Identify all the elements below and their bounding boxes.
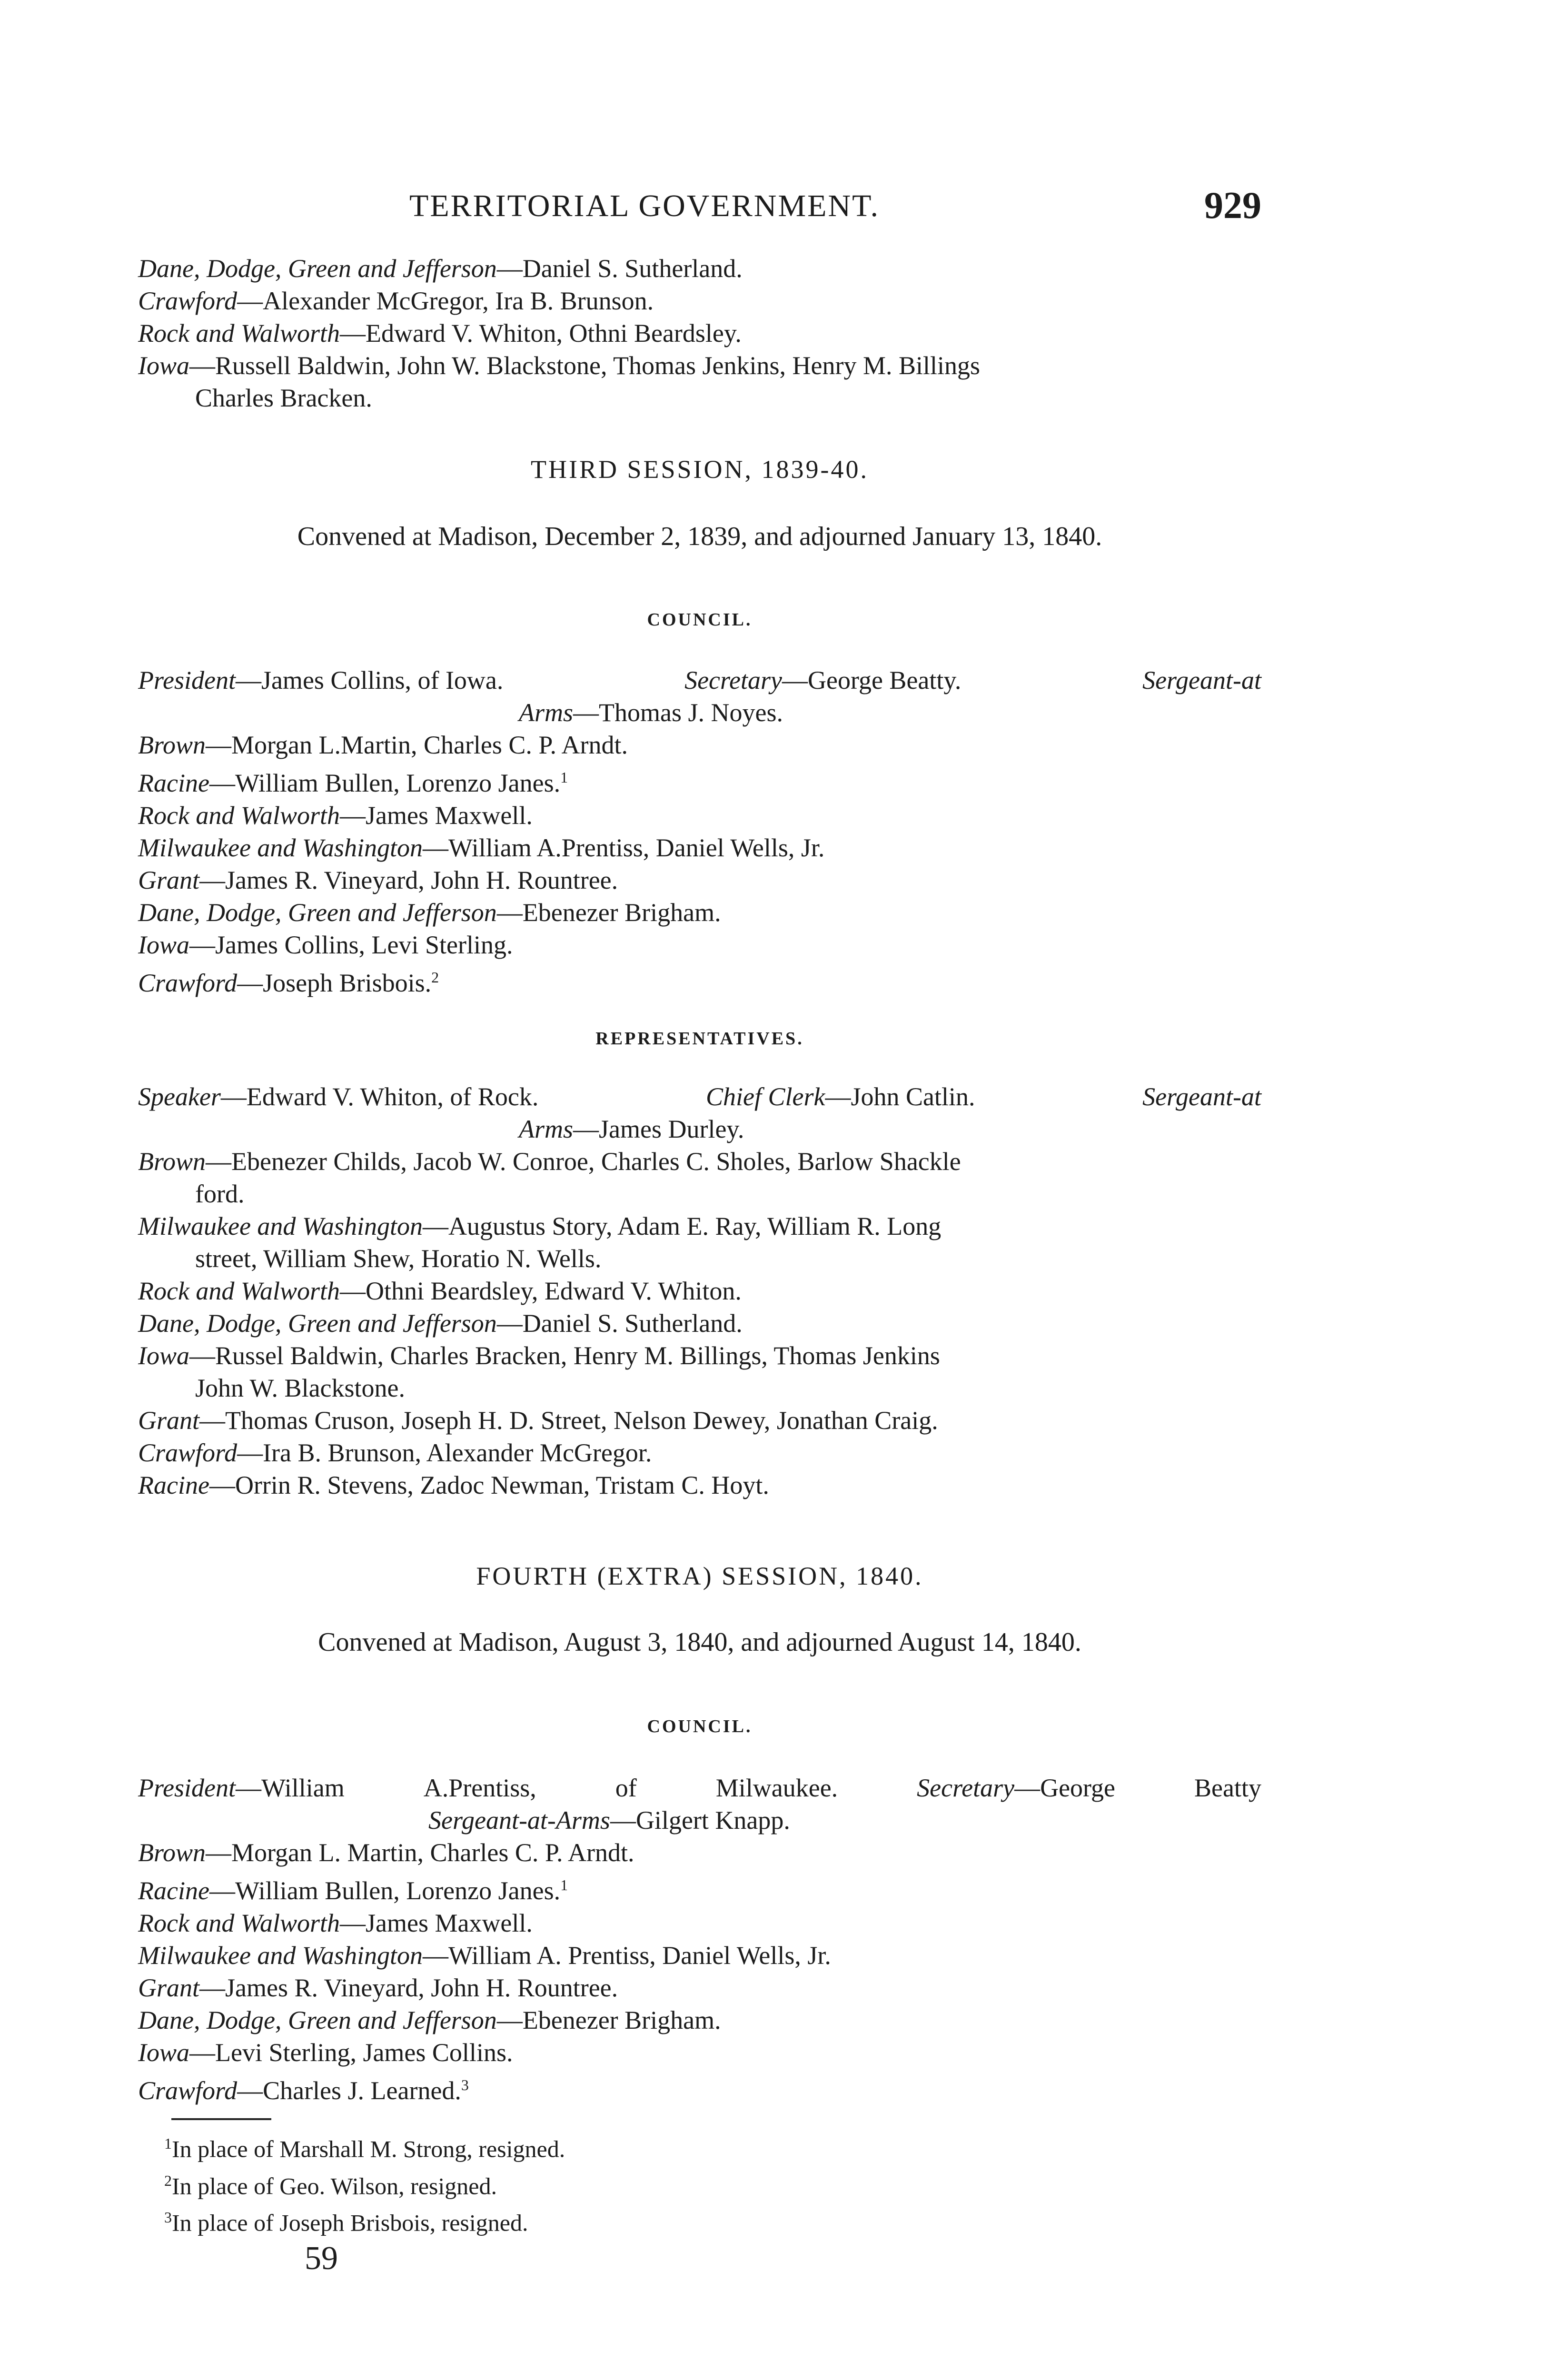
- officers-line-continuation: Sergeant-at-Arms—Gilgert Knapp.: [428, 1806, 790, 1835]
- list-item: Racine—Orrin R. Stevens, Zadoc Newman, Tristam C. Hoyt.: [138, 1471, 769, 1499]
- council-heading: COUNCIL.: [647, 1716, 753, 1736]
- council-heading: COUNCIL.: [647, 610, 753, 630]
- session-heading: FOURTH (EXTRA) SESSION, 1840.: [476, 1562, 923, 1590]
- footnote-ref: 3: [461, 2076, 469, 2093]
- representatives-heading-block: [138, 1028, 1261, 1049]
- third-session-convened-block: [138, 521, 1261, 552]
- list-item: Rock and Walworth—Edward V. Whiton, Othni Beardsley.: [138, 319, 742, 347]
- footnote: $^1$In place of Marshall M. Strong, resigned.: [164, 2135, 565, 2162]
- list-item: Crawford—Charles J. Learned.$^3$: [138, 2076, 469, 2105]
- list-item: Dane, Dodge, Green and Jefferson—Daniel S. Sutherland.: [138, 254, 743, 283]
- officers-line-continuation: Arms—James Durley.: [519, 1115, 744, 1143]
- list-item: Rock and Walworth—James Maxwell.: [138, 1909, 533, 1937]
- third-council-list: [138, 664, 1261, 999]
- list-item: Crawford—Alexander McGregor, Ira B. Brunson.: [138, 287, 654, 315]
- list-item: Crawford—Joseph Brisbois.$^2$: [138, 969, 439, 997]
- third-council-heading-block: [138, 609, 1261, 630]
- list-item-continuation: Charles Bracken.: [195, 384, 372, 412]
- top-member-list: [138, 252, 1261, 414]
- list-item: Brown—Morgan L.Martin, Charles C. P. Arndt.: [138, 731, 628, 759]
- officers-line: President—James Collins, of Iowa. Secretary—George Beatty. Sergeant-at: [138, 666, 1261, 694]
- list-item: Brown—Ebenezer Childs, Jacob W. Conroe, Charles C. Sholes, Barlow Shackle: [138, 1147, 961, 1176]
- footnote-ref: 2: [431, 969, 439, 986]
- list-item-continuation: street, William Shew, Horatio N. Wells.: [195, 1244, 602, 1273]
- fourth-session-convened-block: [138, 1627, 1261, 1657]
- convened-line: Convened at Madison, August 3, 1840, and adjourned August 14, 1840.: [318, 1627, 1081, 1657]
- officers-line-continuation: Arms—Thomas J. Noyes.: [519, 698, 783, 727]
- running-title: TERRITORIAL GOVERNMENT.: [409, 188, 880, 223]
- convened-line: Convened at Madison, December 2, 1839, and adjourned January 13, 1840.: [297, 522, 1102, 551]
- list-item: Brown—Morgan L. Martin, Charles C. P. Arndt.: [138, 1838, 634, 1867]
- list-item: Grant—Thomas Cruson, Joseph H. D. Street, Nelson Dewey, Jonathan Craig.: [138, 1406, 938, 1435]
- officers-line: President—William A.Prentiss, of Milwaukee. Secretary—George Beatty: [138, 1774, 1261, 1802]
- page-number: 929: [1204, 185, 1261, 227]
- third-session-heading-block: [138, 455, 1261, 484]
- list-item: Iowa—James Collins, Levi Sterling.: [138, 931, 513, 959]
- list-item: Grant—James R. Vineyard, John H. Rountree.: [138, 1973, 618, 2002]
- list-item: Dane, Dodge, Green and Jefferson—Ebenezer Brigham.: [138, 898, 721, 927]
- list-item: Racine—William Bullen, Lorenzo Janes.$^1$: [138, 1876, 568, 1905]
- footnote: $^2$In place of Geo. Wilson, resigned.: [164, 2172, 497, 2200]
- signature-mark: 59: [305, 2240, 338, 2277]
- list-item: Iowa—Russel Baldwin, Charles Bracken, Henry M. Billings, Thomas Jenkins: [138, 1341, 940, 1370]
- fourth-council-list: [138, 1772, 1261, 2107]
- list-item: Crawford—Ira B. Brunson, Alexander McGregor.: [138, 1438, 652, 1467]
- list-item: Racine—William Bullen, Lorenzo Janes.$^1$: [138, 769, 568, 797]
- list-item: Rock and Walworth—James Maxwell.: [138, 801, 533, 830]
- fourth-session-heading-block: [138, 1561, 1261, 1591]
- footnote: $^3$In place of Joseph Brisbois, resigned.: [164, 2209, 528, 2236]
- list-item: Iowa—Levi Sterling, James Collins.: [138, 2038, 513, 2067]
- footnotes: [164, 2128, 831, 2239]
- list-item: Iowa—Russell Baldwin, John W. Blackstone, Thomas Jenkins, Henry M. Billings: [138, 351, 981, 380]
- session-heading: THIRD SESSION, 1839-40.: [530, 455, 869, 484]
- list-item: Dane, Dodge, Green and Jefferson—Ebenezer Brigham.: [138, 2006, 721, 2034]
- list-item: Dane, Dodge, Green and Jefferson—Daniel S. Sutherland.: [138, 1309, 743, 1338]
- representatives-list: [138, 1081, 1261, 1501]
- footnote-rule: [171, 2118, 271, 2120]
- page-header: [138, 185, 1261, 240]
- representatives-heading: REPRESENTATIVES.: [595, 1029, 804, 1049]
- fourth-council-heading-block: [138, 1716, 1261, 1737]
- list-item-continuation: ford.: [195, 1180, 245, 1208]
- list-item: Milwaukee and Washington—Augustus Story, Adam E. Ray, William R. Long: [138, 1212, 941, 1240]
- list-item-continuation: John W. Blackstone.: [195, 1374, 405, 1402]
- officers-line: Speaker—Edward V. Whiton, of Rock. Chief Clerk—John Catlin. Sergeant-at: [138, 1082, 1261, 1111]
- list-item: Rock and Walworth—Othni Beardsley, Edward V. Whiton.: [138, 1277, 742, 1305]
- list-item: Grant—James R. Vineyard, John H. Rountree.: [138, 866, 618, 894]
- list-item: Milwaukee and Washington—William A.Prentiss, Daniel Wells, Jr.: [138, 833, 825, 862]
- list-item: Milwaukee and Washington—William A. Prentiss, Daniel Wells, Jr.: [138, 1941, 831, 1970]
- footnote-ref: 1: [560, 769, 568, 786]
- footnote-ref: 1: [560, 1876, 568, 1894]
